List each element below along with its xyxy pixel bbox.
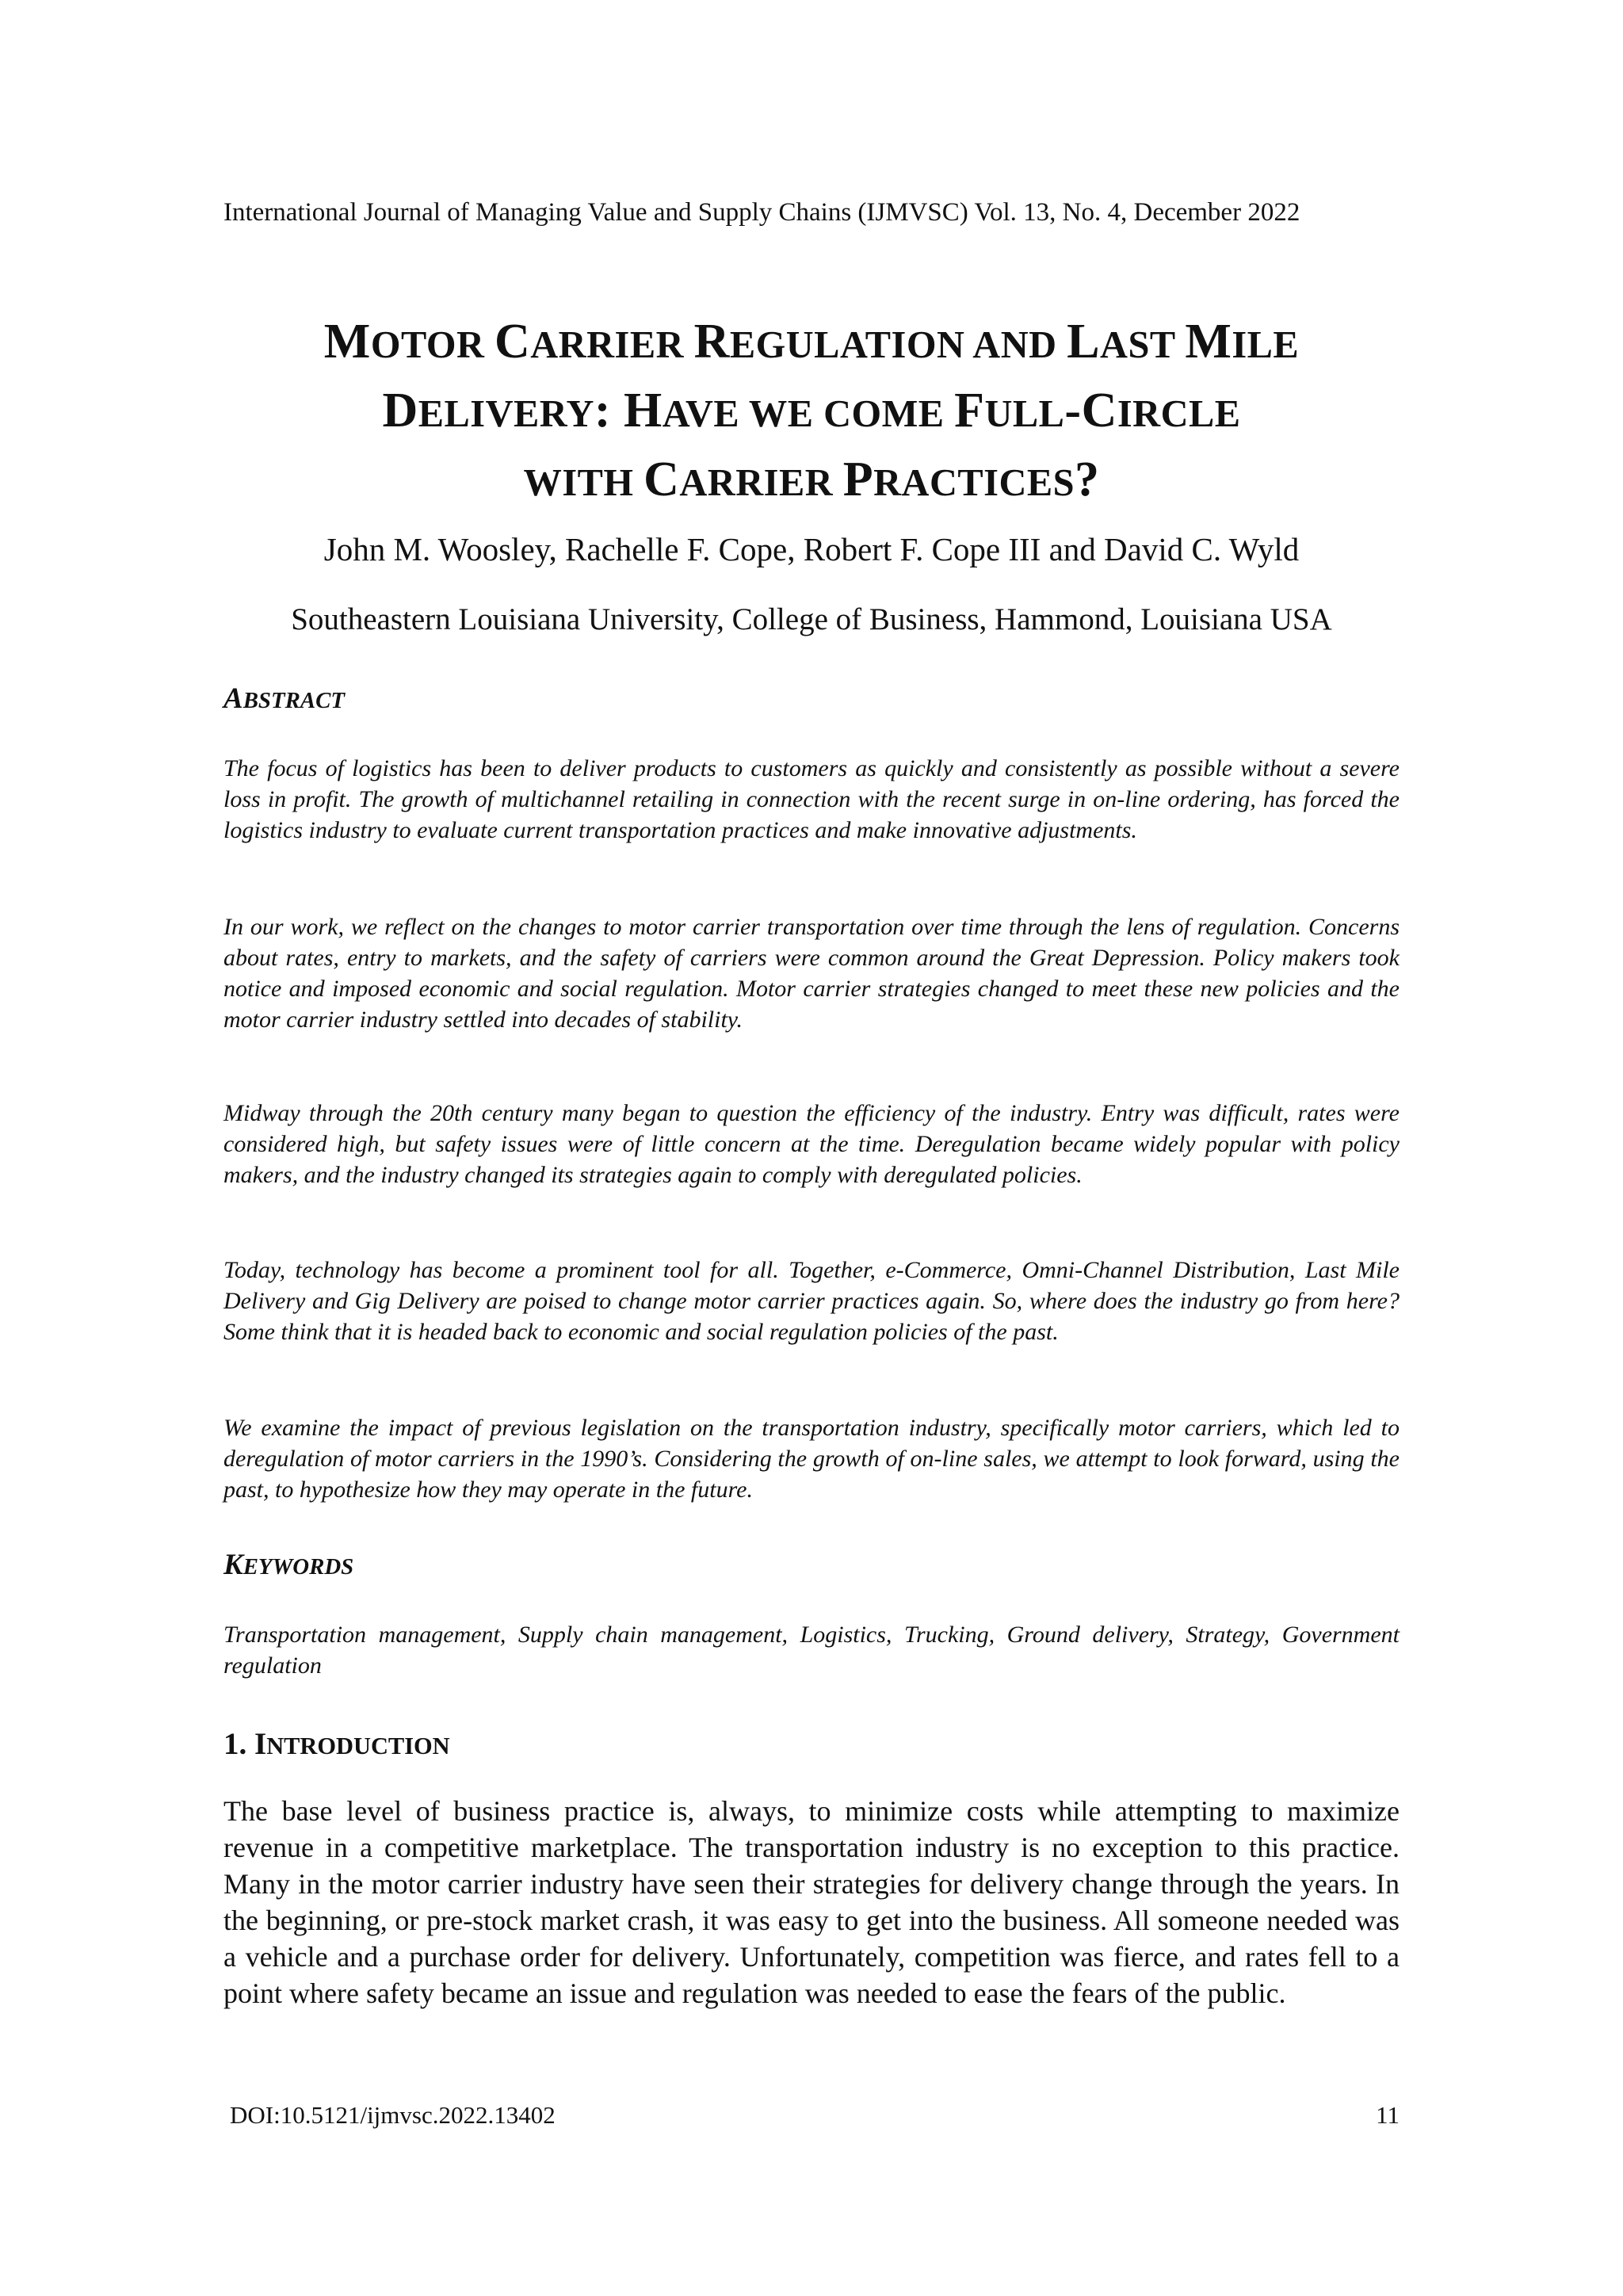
author-list: John M. Woosley, Rachelle F. Cope, Robert F. Cope III and David C. Wyld — [323, 531, 1300, 567]
title-line-1 — [198, 309, 1425, 378]
title-smallcaps: OTOR — [370, 324, 495, 366]
title-cap: F — [954, 384, 985, 437]
heading-cap: K — [223, 1549, 243, 1581]
section-number: 1. — [223, 1727, 254, 1761]
title-smallcaps: RACTICES — [873, 462, 1075, 504]
title-cap: C — [643, 453, 680, 506]
title-line-2 — [198, 378, 1425, 447]
title-smallcaps: ARRIER — [530, 324, 694, 366]
title-line-3 — [198, 447, 1425, 516]
title-smallcaps: AVE WE COME — [662, 393, 955, 435]
title-smallcaps: WITH — [523, 462, 644, 504]
title-cap: : H — [594, 384, 663, 437]
keywords-heading — [223, 1548, 353, 1584]
title-cap: D — [382, 384, 418, 437]
title-cap: M — [1185, 315, 1232, 369]
heading-cap: A — [223, 682, 243, 715]
abstract-heading — [223, 682, 345, 718]
author-affiliation: Southeastern Louisiana University, College of Business, Hammond, Louisiana USA — [291, 602, 1332, 636]
title-smallcaps: ARRIER — [679, 462, 843, 504]
title-smallcaps: ELIVERY — [418, 393, 594, 435]
journal-running-header: International Journal of Managing Value and Supply Chains (IJMVSC) Vol. 13, No. 4, December 2022 — [223, 198, 1300, 227]
paper-title — [198, 309, 1425, 516]
title-cap: R — [693, 315, 730, 369]
title-smallcaps: ULL — [984, 393, 1065, 435]
title-cap: -C — [1064, 384, 1117, 437]
abstract-paragraph: Today, technology has become a prominent tool for all. Together, e-Commerce, Omni-Channel Distribution, Last Mile Delivery and Gig Delivery are poised to change motor carrier practices again. So, where does the industry go from here? Some think that it is headed back to economic and social regulation policies of the past. — [223, 1257, 1400, 1345]
title-cap: L — [1067, 315, 1101, 369]
title-cap: P — [842, 453, 874, 506]
abstract-paragraph: In our work, we reflect on the changes to motor carrier transportation over time through the lens of regulation. Concerns about rates, entry to markets, and the safety of carriers were common around the Great Depression. Policy makers took notice and imposed economic and social regulation. Motor carrier strategies changed to meet these new policies and the motor carrier industry settled into decades of stability. — [223, 914, 1400, 1033]
heading-smallcaps: EYWORDS — [242, 1554, 354, 1580]
title-smallcaps: EGULATION AND — [729, 324, 1067, 366]
heading-smallcaps: BSTRACT — [242, 688, 345, 713]
keywords-list: Transportation management, Supply chain management, Logistics, Trucking, Ground delivery, Strategy, Government regulation — [223, 1622, 1400, 1679]
title-smallcaps: ILE — [1232, 324, 1300, 366]
title-smallcaps: IRCLE — [1117, 393, 1241, 435]
heading-smallcaps: NTRODUCTION — [266, 1733, 450, 1759]
title-smallcaps: AST — [1100, 324, 1186, 366]
abstract-paragraph: The focus of logistics has been to deliver products to customers as quickly and consistently as possible without a severe loss in profit. The growth of multichannel retailing in connection with the recent surge in on-line ordering, has forced the logistics industry to evaluate current transportation practices and make innovative adjustments. — [223, 755, 1400, 843]
page-number: 11 — [1376, 2101, 1400, 2129]
abstract-paragraph: We examine the impact of previous legislation on the transportation industry, specifically motor carriers, which led to deregulation of motor carriers in the 1990’s. Considering the growth of on-line sales, we attempt to look forward, using the past, to hypothesize how they may operate in the future. — [223, 1415, 1400, 1503]
heading-cap: I — [254, 1727, 267, 1761]
title-cap: M — [323, 315, 371, 369]
doi-footer: DOI:10.5121/ijmvsc.2022.13402 — [230, 2101, 556, 2129]
introduction-paragraph: The base level of business practice is, always, to minimize costs while attempting to maximize revenue in a competitive marketplace. The transportation industry is no exception to this practice. Many in the motor carrier industry have seen their strategies for delivery change through the years. In the beginning, or pre-stock market crash, it was easy to get into the business. All someone needed was a vehicle and a purchase order for delivery. Unfortunately, competition was fierce, and rates fell to a point where safety became an issue and regulation was needed to ease the fears of the public. — [223, 1795, 1400, 2009]
abstract-paragraph: Midway through the 20th century many began to question the efficiency of the industry. Entry was difficult, rates were considered high, but safety issues were of little concern at the time. Deregulation became widely popular with policy makers, and the industry changed its strategies again to comply with deregulated policies. — [223, 1100, 1400, 1188]
introduction-heading — [223, 1726, 450, 1764]
title-cap: ? — [1075, 453, 1100, 506]
title-cap: C — [494, 315, 531, 369]
